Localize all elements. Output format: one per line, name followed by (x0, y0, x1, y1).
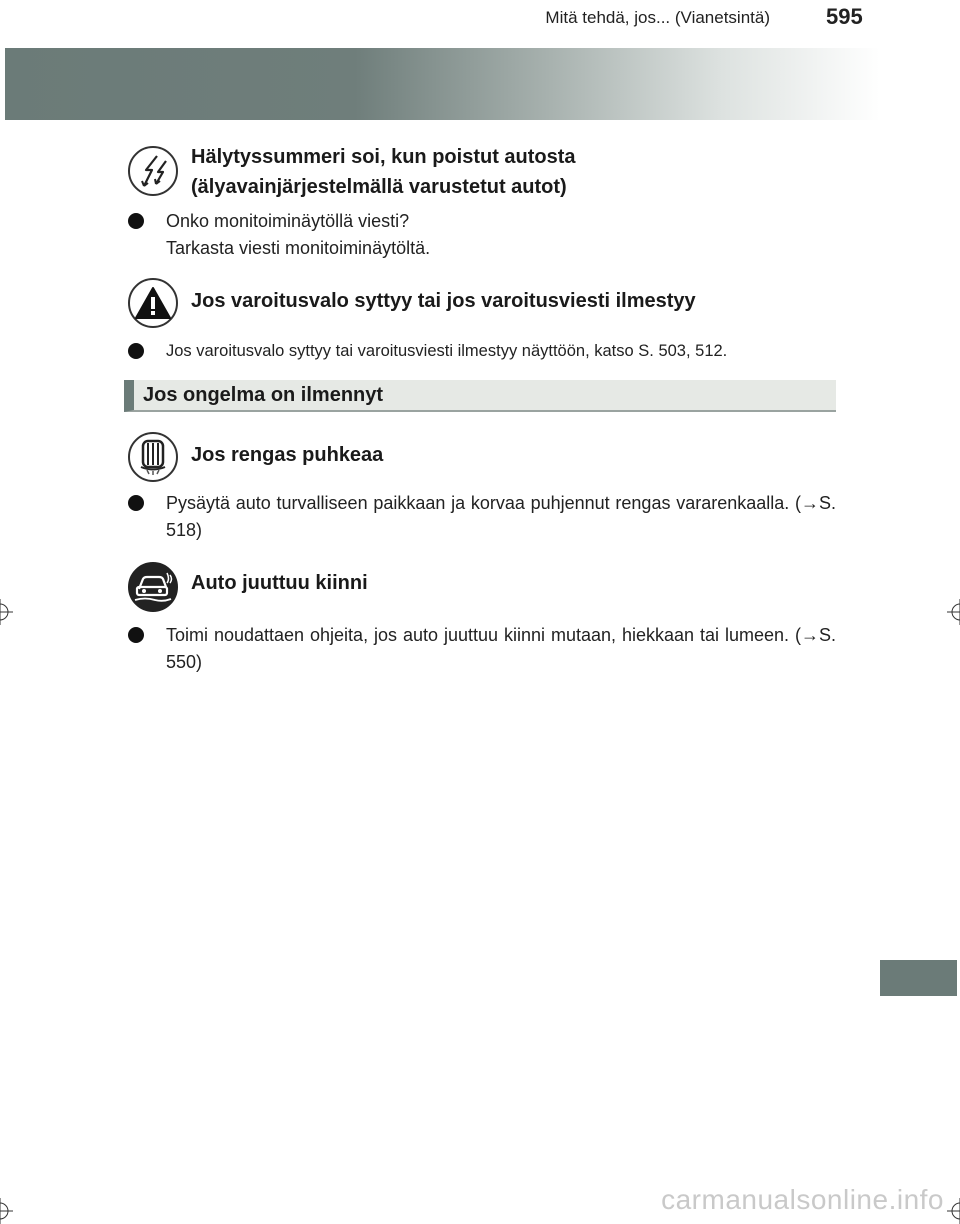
chapter-banner (5, 48, 880, 120)
crop-mark-icon (947, 599, 960, 625)
section-warning-light (128, 276, 848, 376)
section-heading: Jos rengas puhkeaa (191, 444, 384, 466)
running-header-title: Mitä tehdä, jos... (Vianetsintä) (545, 8, 770, 27)
flat-tire-icon (128, 432, 178, 482)
section-heading: Auto juuttuu kiinni (191, 572, 368, 594)
bullet-text: Toimi noudattaen ohjeita, jos auto juuttuu kiinni mutaan, hiekkaan tai lumeen. (→S. 550) (166, 625, 836, 672)
heading-line: (älyavainjärjestelmällä varustetut autot) (191, 176, 567, 198)
bullet-text: Jos varoitusvalo syttyy tai varoitusviesti ilmestyy näyttöön, katso S. 503, 512. (166, 342, 728, 360)
crop-mark-icon (0, 599, 13, 625)
stuck-car-icon (128, 562, 178, 612)
section-heading: Jos varoitusvalo syttyy tai jos varoitusviesti ilmestyy (191, 290, 696, 312)
bullet-icon (128, 213, 144, 229)
heading-line: Hälytyssummeri soi, kun poistut autosta (191, 146, 576, 168)
warning-exclamation-icon (128, 278, 178, 328)
bullet-item (128, 208, 836, 262)
section-stuck-car (128, 560, 848, 680)
section-alarm-buzzer (128, 142, 848, 262)
section-heading (191, 142, 576, 202)
crop-mark-icon (0, 1198, 13, 1224)
bullet-icon (128, 495, 144, 511)
page-header (0, 0, 960, 42)
chapter-thumb-tab (880, 960, 957, 996)
page-number: 595 (826, 4, 863, 29)
bullet-item (128, 622, 836, 676)
alarm-buzzer-icon (128, 146, 178, 196)
crop-mark-icon (947, 1198, 960, 1224)
watermark: carmanualsonline.info (661, 1184, 944, 1215)
section-title: Jos ongelma on ilmennyt (143, 384, 384, 406)
bullet-text: Onko monitoiminäytöllä viesti? (166, 211, 410, 231)
bullet-item (128, 490, 836, 544)
bullet-text: Pysäytä auto turvalliseen paikkaan ja korvaa puhjennut rengas vararenkaalla. (→S. 518) (166, 493, 836, 540)
bullet-item (128, 338, 836, 365)
bullet-text: Tarkasta viesti monitoiminäytöltä. (166, 238, 431, 258)
bullet-icon (128, 627, 144, 643)
section-flat-tire (128, 430, 848, 550)
bullet-icon (128, 343, 144, 359)
section-title-bar (124, 380, 836, 412)
